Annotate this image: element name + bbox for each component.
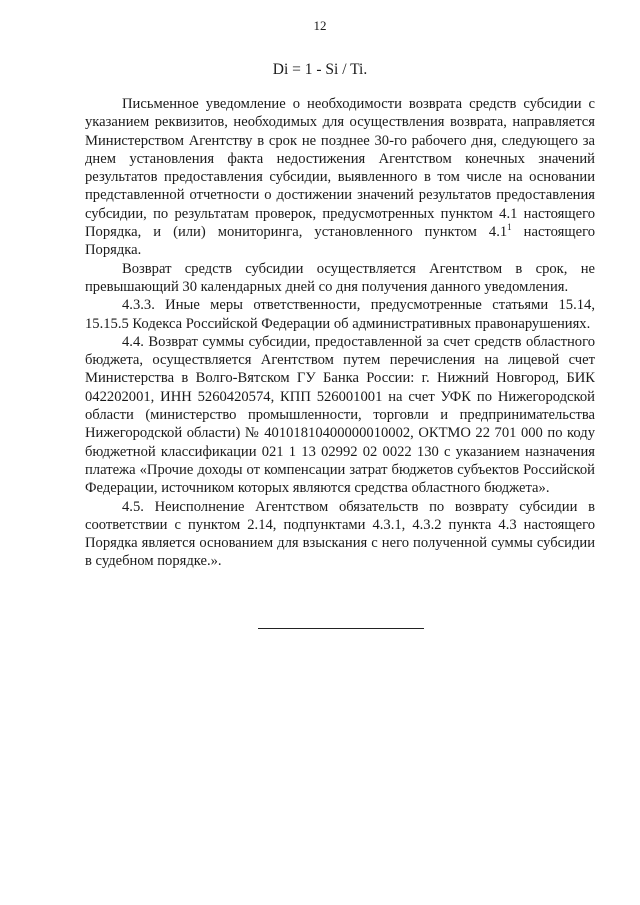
footnote-superscript: 1 (507, 222, 512, 233)
page-number: 12 (313, 18, 327, 33)
paragraph-return-term: Возврат средств субсидии осуществляется Агентством в срок, не превышающий 30 календарных дней со дня получения данного уведомления. (85, 260, 595, 295)
formula: Di = 1 - Si / Ti. (272, 61, 368, 78)
paragraph-4-5: 4.5. Неисполнение Агентством обязательств по возврату субсидии в соответствии с пунктом 2.14, подпунктами 4.3.1, 4.3.2 пункта 4.3 настоящего Порядка является основанием для взыскания с него полученной суммы субсидии в судебном порядке.». (85, 498, 595, 570)
paragraph-text: Письменное уведомление о необходимости возврата средств субсидии с указанием реквизитов, необходимых для осуществления возврата, направляется Министерством Агентству в срок не позднее 30-го рабочего дня, следующего за днем установления факта недостижения Агентством конечных значений результатов предоставления субсидии, выявленного в том числе на основании представленной отчетности о достижении значений результатов предоставления субсидии, по результатам проверок, предусмотренных пунктом 4.1 настоящего Порядка, и (или) мониторинга, установленного пунктом 4.1 (85, 96, 595, 241)
separator-line (258, 628, 424, 629)
paragraph-4-3-3: 4.3.3. Иные меры ответственности, предусмотренные статьями 15.14, 15.15.5 Кодекса Российской Федерации об административных правонарушениях. (85, 297, 595, 332)
document-body (85, 95, 595, 571)
paragraph-4-4: 4.4. Возврат суммы субсидии, предоставленной за счет средств областного бюджета, осуществляется Агентством путем перечисления на лицевой счет Министерства в Волго-Вятском ГУ Банка России: г. Нижний Новгород, БИК 042202001, ИНН 5260420574, КПП 526001001 на счет УФК по Нижегородской области (министерство промышленности, торговли и предпринимательства Нижегородской области) № 40101810400000010002, ОКТМО 22 701 000 по коду бюджетной классификации 021 1 13 02992 02 0022 130 с указанием назначения платежа «Прочие доходы от компенсации затрат бюджетов субъектов Российской Федерации, источником которых являются средства областного бюджета». (85, 333, 595, 497)
paragraph-tail: настоящего Порядка. (85, 224, 595, 259)
paragraph-notice (85, 95, 595, 260)
